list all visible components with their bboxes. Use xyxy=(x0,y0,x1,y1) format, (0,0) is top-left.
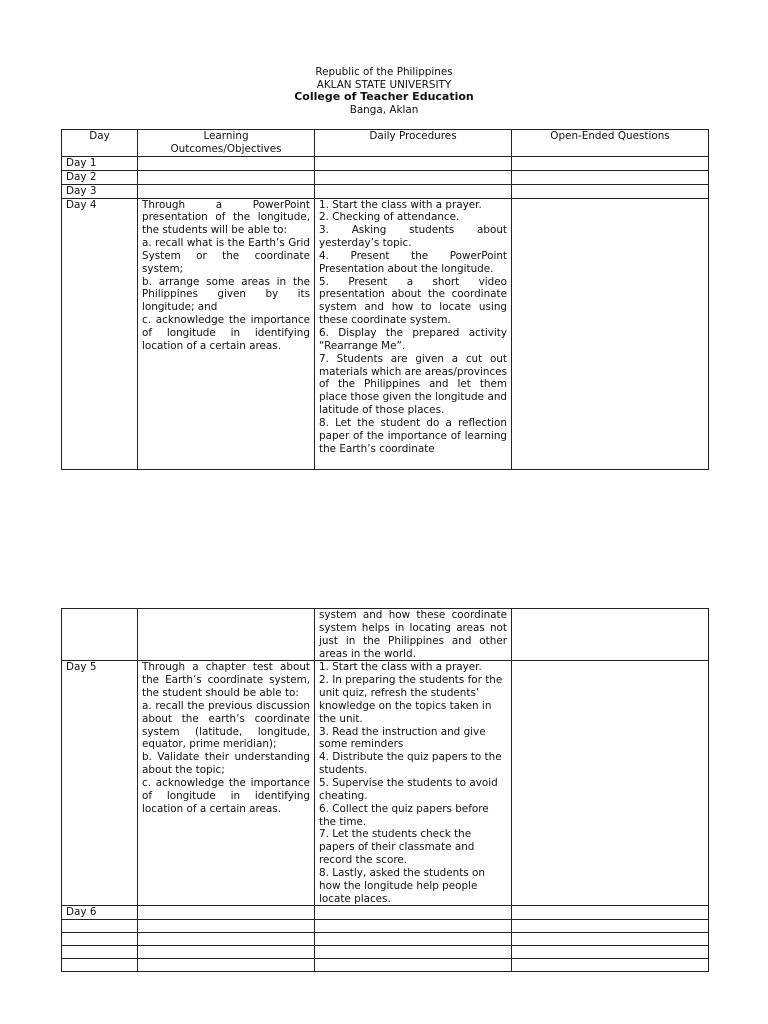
procedures-cell xyxy=(315,198,512,469)
table-row-empty xyxy=(62,959,709,972)
procedure-item: 7. Let the students check the papers of their classmate and record the score. xyxy=(319,828,475,867)
table-row-day1 xyxy=(62,157,709,171)
header-location: Banga, Aklan xyxy=(349,103,419,116)
procedure-item: 3. Asking students about yesterday’s topic. xyxy=(319,224,507,250)
procedure-item: 6. Display the prepared activity “Rearrange Me”. xyxy=(319,326,507,352)
outcome-item: Through a PowerPoint presentation of the longitude, the students will be able to: xyxy=(142,198,310,237)
column-header-outcomes xyxy=(138,130,315,157)
procedure-item: 4. Distribute the quiz papers to the students. xyxy=(319,751,502,777)
procedure-item: 8. Lastly, asked the students on how the longitude help people locate places. xyxy=(319,866,485,905)
table-row-continuation xyxy=(62,609,709,661)
table-row-empty xyxy=(62,920,709,933)
procedures-cell xyxy=(315,661,512,906)
day-label: Day 5 xyxy=(62,661,138,906)
outcome-item: c. acknowledge the importance of longitude in identifying location of a certain areas. xyxy=(142,776,310,815)
outcomes-cell xyxy=(138,198,315,469)
column-header-outcomes-line1: Learning xyxy=(203,130,249,142)
procedure-item: 3. Read the instruction and give some reminders xyxy=(319,725,486,751)
day-label: Day 6 xyxy=(62,906,138,920)
header-republic: Republic of the Philippines xyxy=(315,66,453,78)
outcome-item: Through a chapter test about the Earth’s coordinate system, the student should be able to: xyxy=(142,661,310,700)
procedure-item: 7. Students are given a cut out materials which are areas/provinces of the Philippines and let them place those given the longitude and latitude of those places. xyxy=(319,352,507,417)
procedure-item: 8. Let the student do a reflection paper of the importance of learning the Earth’s coordinate xyxy=(319,416,507,455)
procedure-item: 1. Start the class with a prayer. xyxy=(319,661,482,674)
header-college: College of Teacher Education xyxy=(294,90,474,104)
table-row-day4 xyxy=(62,198,709,469)
procedures-continuation: system and how these coordinate system helps in locating areas not just in the Philippines and other areas in the world. xyxy=(315,609,512,661)
lesson-plan-table-page1 xyxy=(61,129,709,470)
procedure-item: 2. In preparing the students for the unit quiz, refresh the students’ knowledge on the topics taken in the unit. xyxy=(319,674,503,725)
table-row-empty xyxy=(62,933,709,946)
lesson-plan-table-page2 xyxy=(61,608,709,972)
column-header-outcomes-line2: Outcomes/Objectives xyxy=(170,142,282,155)
table-row-day5 xyxy=(62,661,709,906)
questions-cell xyxy=(512,198,709,469)
procedure-item: 4. Present the PowerPoint Presentation about the longitude. xyxy=(319,249,507,275)
procedure-item: 1. Start the class with a prayer. xyxy=(319,198,482,211)
table-row-day2 xyxy=(62,170,709,184)
column-header-day: Day xyxy=(62,130,138,157)
table-row-day6 xyxy=(62,906,709,920)
day-label: Day 4 xyxy=(62,198,138,469)
procedure-item: 5. Present a short video presentation about the coordinate system and how to locate using these coordinate system. xyxy=(319,275,507,327)
outcome-item: a. recall the previous discussion about the earth’s coordinate system (latitude, longitude, equator, prime meridian); xyxy=(142,699,310,751)
document-header xyxy=(0,66,768,116)
procedure-item: 6. Collect the quiz papers before the time. xyxy=(319,802,489,828)
procedure-item: 5. Supervise the students to avoid cheating. xyxy=(319,776,498,802)
header-university: AKLAN STATE UNIVERSITY xyxy=(316,78,452,91)
outcome-item: a. recall what is the Earth’s Grid System or the coordinate system; xyxy=(142,237,310,275)
procedure-item: 2. Checking of attendance. xyxy=(319,211,460,224)
table-row-day3 xyxy=(62,184,709,198)
table-row-empty xyxy=(62,946,709,959)
outcome-item: b. arrange some areas in the Philippines given by its longitude; and xyxy=(142,275,310,314)
questions-cell xyxy=(512,661,709,906)
day-label: Day 1 xyxy=(62,157,138,171)
outcome-item: b. Validate their understanding about the topic; xyxy=(142,751,310,777)
column-header-procedures: Daily Procedures xyxy=(315,130,512,157)
table-header-row xyxy=(62,130,709,157)
outcome-item: c. acknowledge the importance of longitude in identifying location of a certain areas. xyxy=(142,314,310,352)
day-label: Day 2 xyxy=(62,170,138,184)
column-header-questions: Open-Ended Questions xyxy=(512,130,709,157)
outcomes-cell xyxy=(138,661,315,906)
day-label: Day 3 xyxy=(62,184,138,198)
